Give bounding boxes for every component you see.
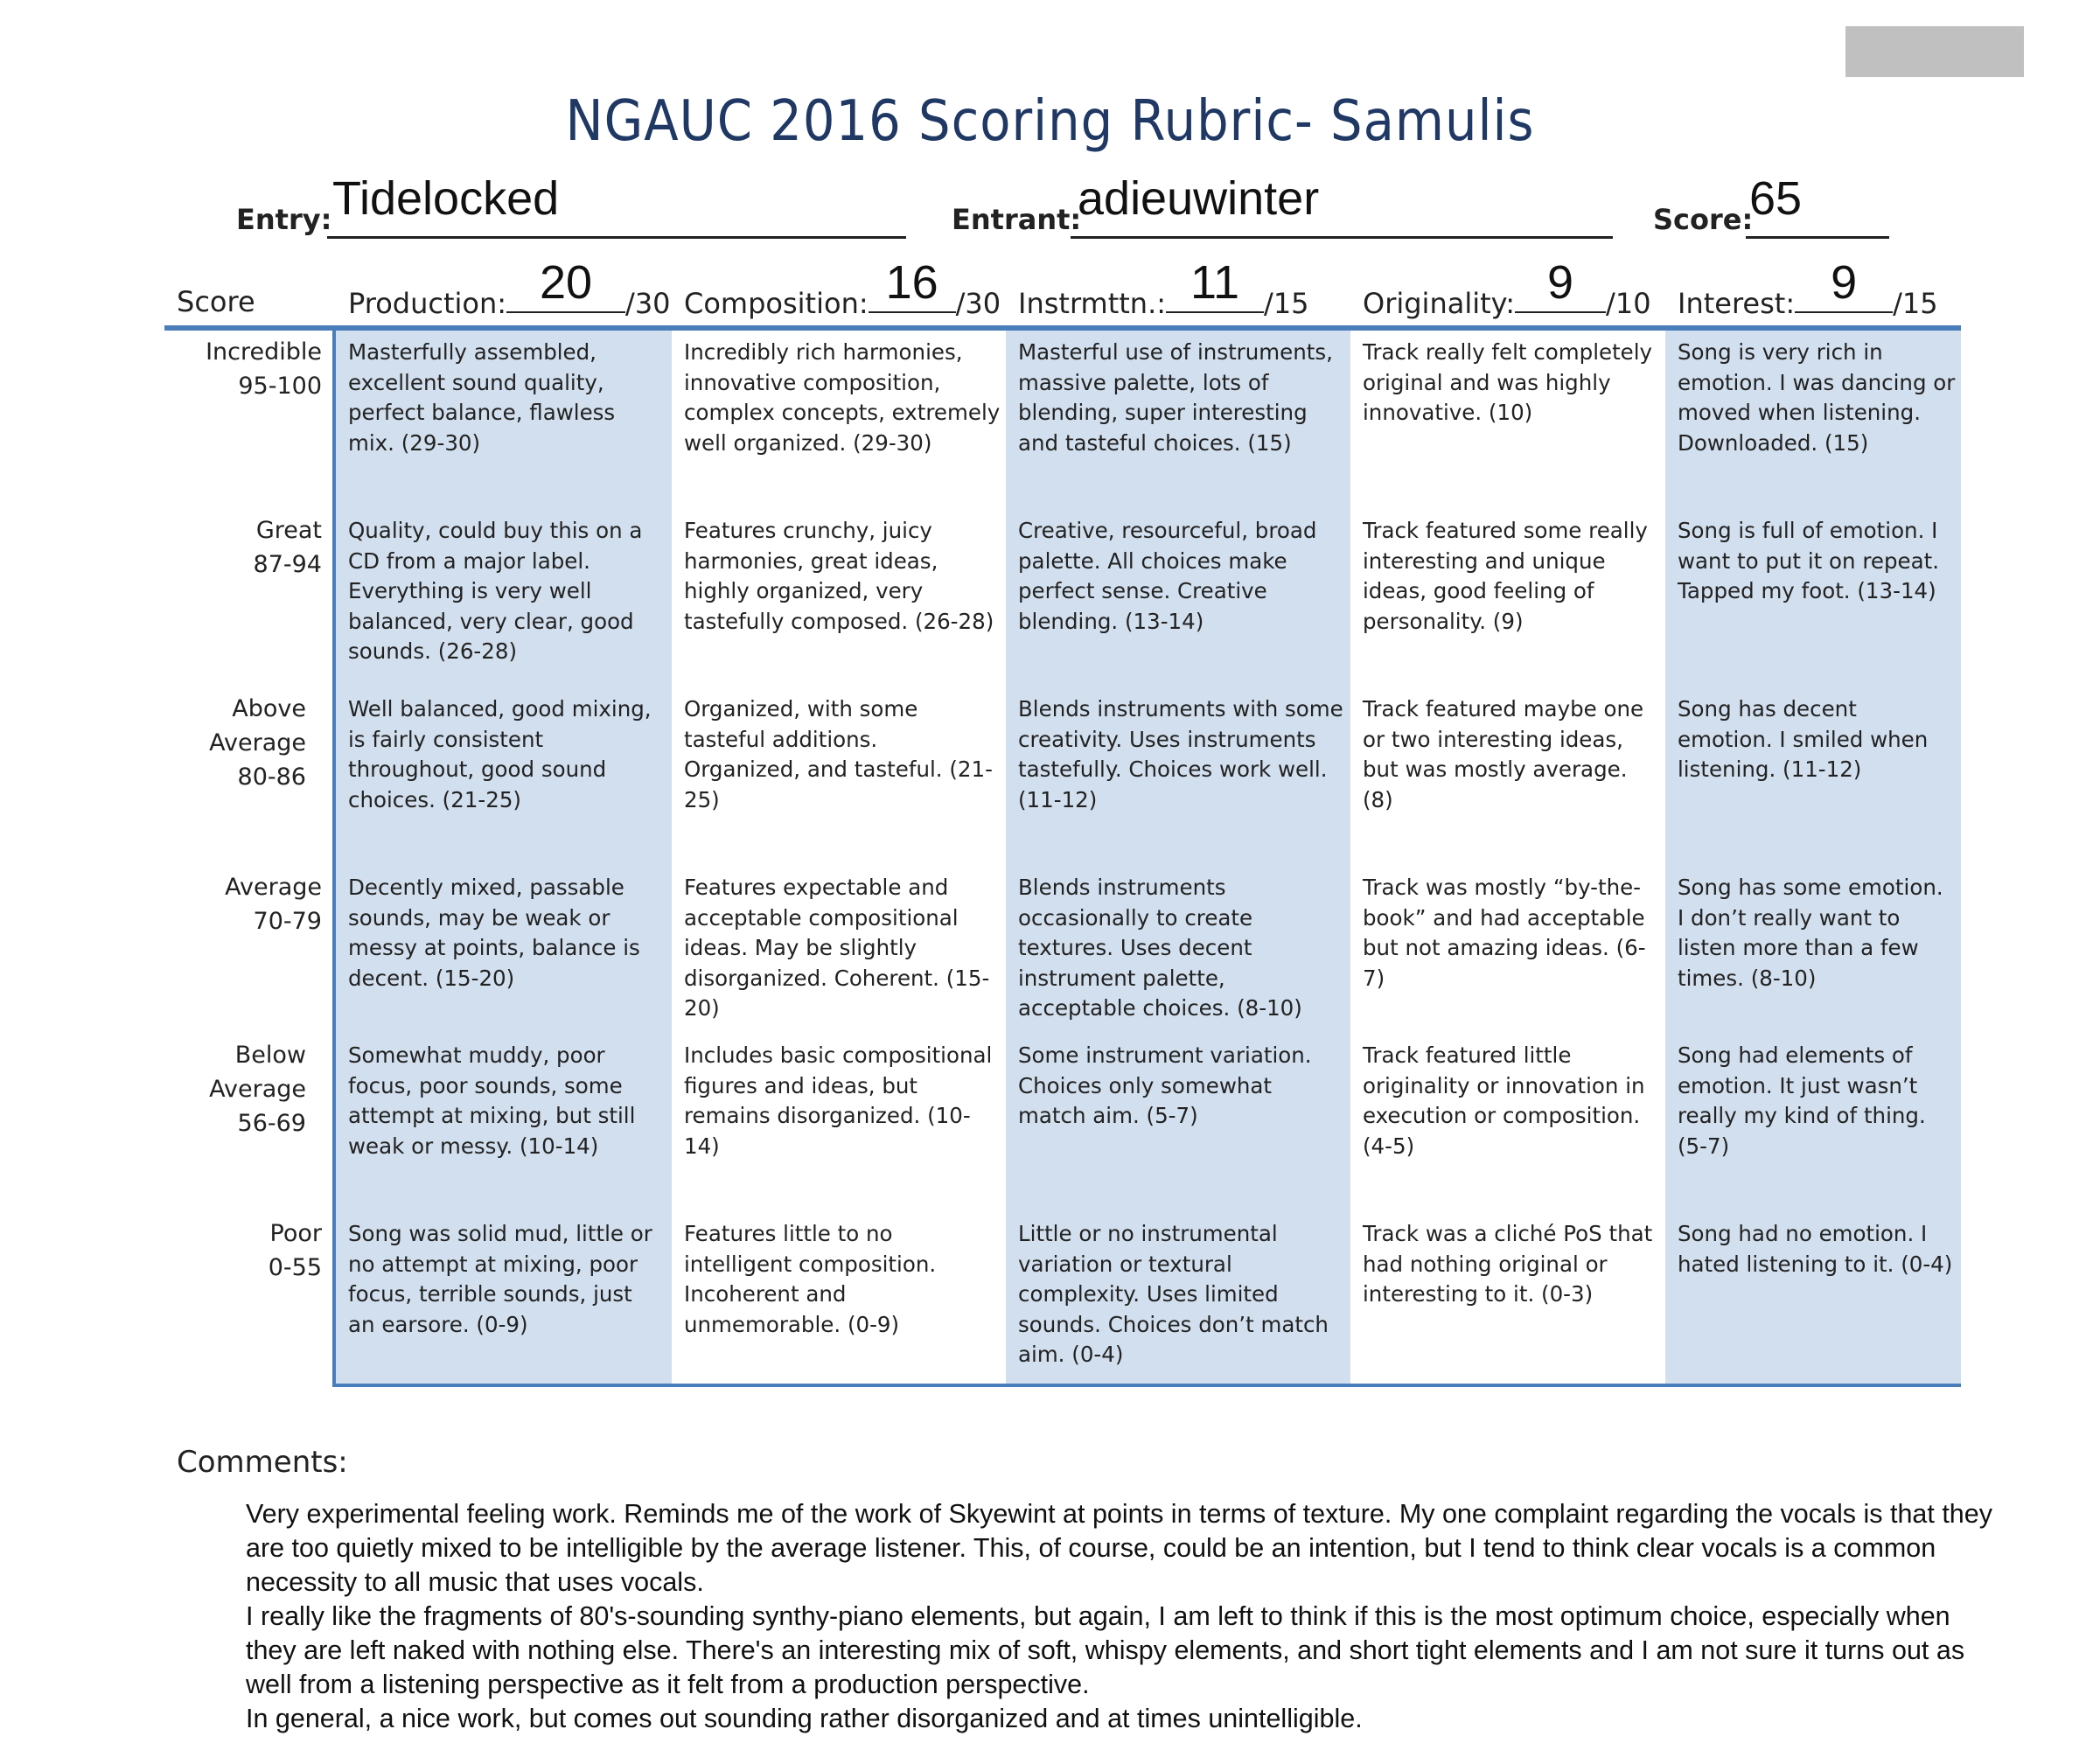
score-blank[interactable] <box>506 256 625 313</box>
rubric-cell: Song has some emotion. I don’t really want to listen more than a few times. (8-10) <box>1678 875 1943 991</box>
row-label-poor <box>131 1217 322 1285</box>
category-score: 9 <box>1547 256 1574 309</box>
row-range: 56-69 <box>237 1110 306 1137</box>
rubric-cell: Somewhat muddy, poor focus, poor sounds, some attempt at mixing, but still weak or messy. (10-14) <box>348 1042 636 1159</box>
category-header-interest <box>1678 256 1938 320</box>
rubric-cell: Creative, resourceful, broad palette. All choices make perfect sense. Creative blending. (13-14) <box>1018 518 1317 634</box>
category-max: /15 <box>1893 287 1938 320</box>
score-label: Score: <box>1653 203 1754 236</box>
row-label-great <box>131 513 322 582</box>
rubric-cell: Track featured little originality or innovation in execution or composition. (4-5) <box>1363 1042 1645 1159</box>
rubric-cell: Song is very rich in emotion. I was dancing or moved when listening. Downloaded. (15) <box>1678 339 1956 456</box>
score-blank[interactable] <box>869 256 956 313</box>
rubric-cell: Some instrument variation. Choices only somewhat match aim. (5-7) <box>1018 1042 1312 1128</box>
score-blank[interactable] <box>1515 256 1606 313</box>
entry-label: Entry: <box>236 203 332 236</box>
row-level: Above Average <box>209 695 306 756</box>
rubric-cell: Features little to no intelligent composition. Incoherent and unmemorable. (0-9) <box>684 1221 937 1337</box>
category-label: Production: <box>348 287 507 320</box>
rubric-cell: Includes basic compositional figures and ideas, but remains disorganized. (10-14) <box>684 1042 993 1159</box>
comment-paragraph: In general, a nice work, but comes out sounding rather disorganized and at times unintelligible. <box>246 1704 1363 1733</box>
rubric-cell: Track featured some really interesting and unique ideas, good feeling of personality. (9) <box>1363 518 1648 634</box>
category-header-instrumentation <box>1018 256 1309 320</box>
score-blank[interactable] <box>1795 256 1893 313</box>
row-range: 95-100 <box>238 373 322 400</box>
category-score: 11 <box>1190 256 1240 309</box>
rubric-cell: Song was solid mud, little or no attempt at mixing, poor focus, terrible sounds, just an earsore. (0-9) <box>348 1221 652 1337</box>
category-max: /10 <box>1606 287 1651 320</box>
rubric-cell: Little or no instrumental variation or textural complexity. Uses limited sounds. Choices don’t match aim. (0-4) <box>1018 1221 1329 1367</box>
rubric-cell: Masterful use of instruments, massive palette, lots of blending, super interesting and tasteful choices. (15) <box>1018 339 1333 456</box>
row-range: 80-86 <box>237 763 306 791</box>
rubric-cell: Track was mostly “by-the-book” and had acceptable but not amazing ideas. (6-7) <box>1363 875 1646 991</box>
category-score: 9 <box>1831 256 1858 309</box>
rubric-cell: Organized, with some tasteful additions. Organized, and tasteful. (21-25) <box>684 696 993 812</box>
page-title: NGAUC 2016 Scoring Rubric- Samulis <box>565 89 1535 154</box>
category-header-originality <box>1363 256 1651 320</box>
comments-label: Comments: <box>177 1445 348 1480</box>
category-score: 20 <box>539 256 593 309</box>
category-label: Composition: <box>684 287 869 320</box>
row-label-above-average <box>131 692 306 794</box>
row-range: 0-55 <box>268 1254 322 1281</box>
score-column-header: Score <box>177 285 255 318</box>
row-label-below-average <box>131 1038 306 1140</box>
category-label: Interest: <box>1678 287 1796 320</box>
rubric-cell: Incredibly rich harmonies, innovative composition, complex concepts, extremely well organized. (29-30) <box>684 339 1001 456</box>
row-range: 87-94 <box>253 551 322 578</box>
rubric-cell: Quality, could buy this on a CD from a major label. Everything is very well balanced, very clear, good sounds. (26-28) <box>348 518 643 664</box>
rubric-cell: Song had elements of emotion. It just wasn’t really my kind of thing. (5-7) <box>1678 1042 1926 1159</box>
rubric-cell: Features expectable and acceptable compositional ideas. May be slightly disorganized. Coherent. (15-20) <box>684 875 990 1021</box>
row-label-incredible <box>131 335 322 403</box>
entrant-underline <box>1071 236 1613 239</box>
category-score: 16 <box>885 256 938 309</box>
score-underline <box>1746 236 1889 239</box>
rubric-cell: Track really felt completely original and was highly innovative. (10) <box>1363 339 1653 425</box>
table-bottom-rule <box>332 1384 1961 1387</box>
entrant-label: Entrant: <box>952 203 1082 236</box>
category-header-composition <box>684 256 1001 320</box>
comment-paragraph: Very experimental feeling work. Reminds me of the work of Skyewint at points in terms of texture. My one complaint regarding the vocals is that they are too quietly mixed to be intelligible by the average listener. This, of course, could be an intention, but I tend to think clear vocals is a common necessity to all music that uses vocals. <box>246 1499 1992 1597</box>
comment-paragraph: I really like the fragments of 80's-sounding synthy-piano elements, but again, I am left to think if this is the most optimum choice, especially when they are left naked with nothing else. There's an interesting mix of soft, whispy elements, and short tight elements and I am not sure it turns out as well from a listening perspective as it felt from a production perspective. <box>246 1601 1965 1699</box>
table-left-rule <box>332 331 336 1387</box>
comments-body[interactable] <box>246 1497 1995 1736</box>
rubric-cell: Song is full of emotion. I want to put it on repeat. Tapped my foot. (13-14) <box>1678 518 1939 603</box>
rubric-cell: Features crunchy, juicy harmonies, great ideas, highly organized, very tastefully composed. (26-28) <box>684 518 994 634</box>
rubric-cell: Blends instruments occasionally to create textures. Uses decent instrument palette, acceptable choices. (8-10) <box>1018 875 1302 1021</box>
category-label: Instrmttn.: <box>1018 287 1167 320</box>
rubric-cell: Decently mixed, passable sounds, may be weak or messy at points, balance is decent. (15-20) <box>348 875 640 991</box>
row-level: Great <box>255 517 322 544</box>
rubric-cell: Track featured maybe one or two interesting ideas, but was mostly average. (8) <box>1363 696 1644 812</box>
row-level: Below Average <box>209 1042 306 1103</box>
entry-underline <box>327 236 906 239</box>
category-label: Originality: <box>1363 287 1516 320</box>
entrant-value[interactable]: adieuwinter <box>1078 172 1320 225</box>
rubric-cell: Song had no emotion. I hated listening to it. (0-4) <box>1678 1221 1953 1277</box>
row-level: Incredible <box>206 338 322 366</box>
category-header-production <box>348 256 671 320</box>
row-level: Average <box>225 874 322 901</box>
row-range: 70-79 <box>253 908 322 935</box>
rubric-cell: Song has decent emotion. I smiled when listening. (11-12) <box>1678 696 1929 782</box>
row-label-average <box>131 870 322 938</box>
rubric-cell: Blends instruments with some creativity. Uses instruments tastefully. Choices work well. (11-12) <box>1018 696 1343 812</box>
entry-value[interactable]: Tidelocked <box>332 172 560 225</box>
row-level: Poor <box>269 1220 322 1247</box>
category-max: /15 <box>1264 287 1309 320</box>
category-max: /30 <box>955 287 1001 320</box>
rubric-cell: Track was a cliché PoS that had nothing original or interesting to it. (0-3) <box>1363 1221 1653 1307</box>
rubric-cell: Well balanced, good mixing, is fairly consistent throughout, good sound choices. (21-25) <box>348 696 652 812</box>
rubric-cell: Masterfully assembled, excellent sound quality, perfect balance, flawless mix. (29-30) <box>348 339 616 456</box>
category-max: /30 <box>625 287 671 320</box>
score-blank[interactable] <box>1166 256 1264 313</box>
corner-gray-box <box>1845 26 2024 77</box>
total-score-value[interactable]: 65 <box>1749 172 1803 225</box>
